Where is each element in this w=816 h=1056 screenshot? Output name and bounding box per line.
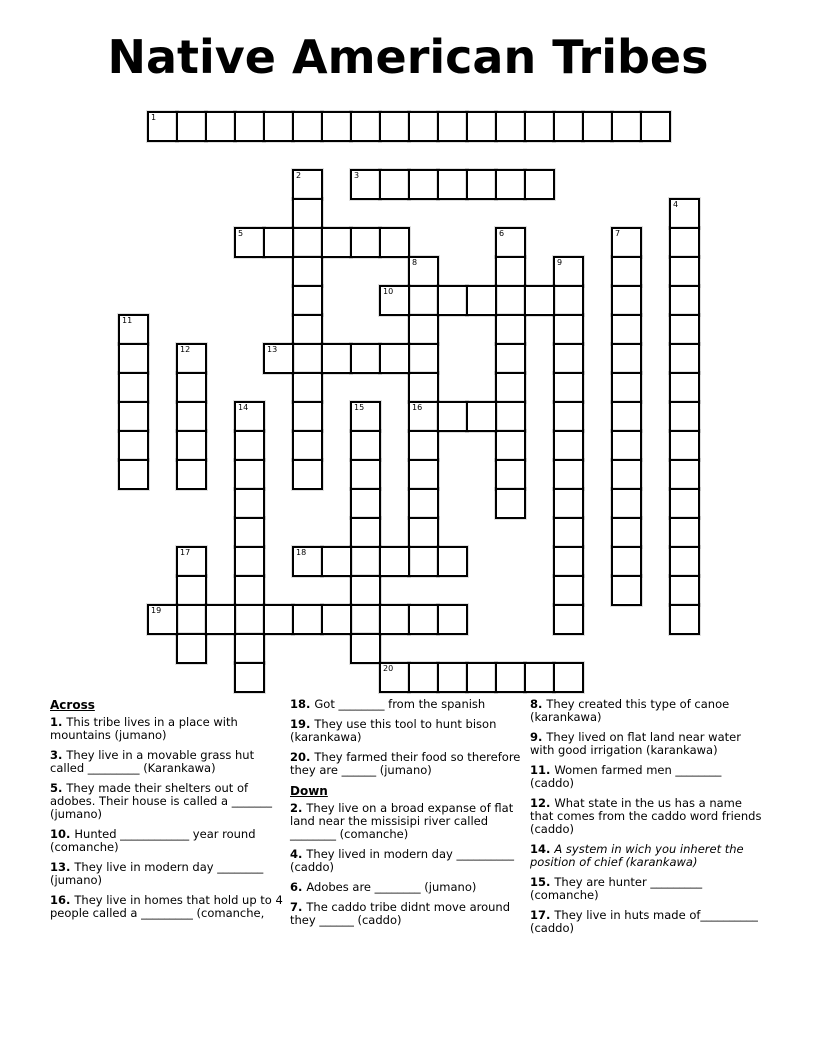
grid-cell[interactable]	[495, 401, 526, 432]
grid-cell[interactable]	[669, 546, 700, 577]
grid-cell[interactable]	[611, 256, 642, 287]
grid-cell[interactable]	[234, 488, 265, 519]
grid-cell[interactable]	[234, 401, 265, 432]
grid-cell[interactable]	[234, 459, 265, 490]
grid-cell[interactable]	[176, 111, 207, 142]
grid-cell[interactable]	[495, 256, 526, 287]
grid-cell[interactable]	[553, 459, 584, 490]
clue-number: 1.	[50, 715, 67, 729]
grid-cell[interactable]	[176, 575, 207, 606]
grid-cell[interactable]	[350, 111, 381, 142]
grid-cell[interactable]	[350, 604, 381, 635]
grid-cell[interactable]	[611, 343, 642, 374]
clue-number: 11.	[530, 763, 555, 777]
cell-number: 4	[673, 200, 679, 209]
grid-cell[interactable]	[350, 430, 381, 461]
clue-item	[290, 718, 528, 744]
grid-cell[interactable]	[611, 372, 642, 403]
grid-cell[interactable]	[118, 459, 149, 490]
clue-number: 10.	[50, 827, 75, 841]
grid-cell[interactable]	[118, 314, 149, 345]
grid-cell[interactable]	[553, 662, 584, 693]
grid-cell[interactable]	[234, 546, 265, 577]
grid-cell[interactable]	[408, 314, 439, 345]
grid-cell[interactable]	[669, 430, 700, 461]
grid-cell[interactable]	[176, 401, 207, 432]
grid-cell[interactable]	[118, 372, 149, 403]
grid-cell[interactable]	[437, 401, 468, 432]
clue-column-3	[530, 698, 768, 942]
grid-cell[interactable]	[495, 227, 526, 258]
grid-cell[interactable]	[611, 517, 642, 548]
clue-text: Got ________ from the spanish	[314, 697, 486, 711]
grid-cell[interactable]	[234, 111, 265, 142]
across-header: Across	[50, 698, 95, 712]
clue-column-1	[50, 698, 288, 927]
clue-text: They live in homes that hold up to 4 people called a _________ (comanche,	[50, 893, 283, 920]
cell-number: 11	[122, 316, 133, 325]
grid-cell[interactable]	[611, 488, 642, 519]
grid-cell[interactable]	[437, 662, 468, 693]
grid-cell[interactable]	[669, 517, 700, 548]
cell-number: 10	[383, 287, 394, 296]
grid-cell[interactable]	[379, 227, 410, 258]
grid-cell[interactable]	[379, 546, 410, 577]
grid-cell[interactable]	[437, 169, 468, 200]
grid-cell[interactable]	[118, 401, 149, 432]
grid-cell[interactable]	[379, 604, 410, 635]
clue-number: 19.	[290, 717, 315, 731]
clue-text: What state in the us has a name that comes from the caddo word friends (caddo)	[530, 796, 762, 836]
grid-cell[interactable]	[495, 285, 526, 316]
grid-cell[interactable]	[350, 633, 381, 664]
grid-cell[interactable]	[466, 111, 497, 142]
clue-text: This tribe lives in a place with mountains (jumano)	[50, 715, 238, 742]
grid-cell[interactable]	[176, 459, 207, 490]
grid-cell[interactable]	[669, 285, 700, 316]
cell-number: 6	[499, 229, 505, 238]
grid-cell[interactable]	[495, 662, 526, 693]
grid-cell[interactable]	[205, 111, 236, 142]
cell-number: 12	[180, 345, 191, 354]
clue-item	[290, 901, 528, 927]
grid-cell[interactable]	[495, 488, 526, 519]
grid-cell[interactable]	[234, 604, 265, 635]
down-header: Down	[290, 784, 328, 798]
grid-cell[interactable]	[669, 372, 700, 403]
clue-number: 7.	[290, 900, 307, 914]
grid-cell[interactable]	[147, 604, 178, 635]
clue-text: A system in wich you inheret the position of chief (karankawa)	[530, 842, 744, 869]
grid-cell[interactable]	[292, 459, 323, 490]
grid-cell[interactable]	[553, 575, 584, 606]
grid-cell[interactable]	[408, 459, 439, 490]
grid-cell[interactable]	[263, 604, 294, 635]
grid-cell[interactable]	[553, 488, 584, 519]
clue-item	[50, 749, 288, 775]
grid-cell[interactable]	[176, 633, 207, 664]
grid-cell[interactable]	[640, 111, 671, 142]
grid-cell[interactable]	[408, 343, 439, 374]
clue-text: They live in modern day ________ (jumano)	[50, 860, 264, 887]
grid-cell[interactable]	[495, 430, 526, 461]
grid-cell[interactable]	[553, 372, 584, 403]
clue-number: 16.	[50, 893, 75, 907]
cell-number: 14	[238, 403, 249, 412]
clue-item	[290, 698, 528, 711]
clue-number: 8.	[530, 697, 547, 711]
grid-cell[interactable]	[408, 517, 439, 548]
grid-cell[interactable]	[350, 575, 381, 606]
grid-cell[interactable]	[466, 169, 497, 200]
clue-number: 13.	[50, 860, 75, 874]
grid-cell[interactable]	[611, 285, 642, 316]
clue-item	[290, 848, 528, 874]
cell-number: 16	[412, 403, 423, 412]
cell-number: 7	[615, 229, 621, 238]
grid-cell[interactable]	[263, 111, 294, 142]
grid-cell[interactable]	[118, 343, 149, 374]
grid-cell[interactable]	[350, 343, 381, 374]
clue-number: 12.	[530, 796, 555, 810]
grid-cell[interactable]	[553, 343, 584, 374]
grid-cell[interactable]	[292, 546, 323, 577]
clue-item	[530, 843, 768, 869]
clue-item	[530, 764, 768, 790]
grid-cell[interactable]	[611, 111, 642, 142]
clue-item	[530, 876, 768, 902]
grid-cell[interactable]	[350, 169, 381, 200]
grid-cell[interactable]	[553, 430, 584, 461]
clue-item	[50, 782, 288, 821]
clue-text: They use this tool to hunt bison (karankawa)	[290, 717, 497, 744]
cell-number: 15	[354, 403, 365, 412]
cell-number: 8	[412, 258, 418, 267]
clue-text: Adobes are ________ (jumano)	[306, 880, 477, 894]
clue-number: 18.	[290, 697, 315, 711]
grid-cell[interactable]	[611, 430, 642, 461]
grid-cell[interactable]	[553, 314, 584, 345]
clue-item	[290, 881, 528, 894]
clue-text: Women farmed men ________ (caddo)	[530, 763, 722, 790]
grid-cell[interactable]	[553, 285, 584, 316]
grid-cell[interactable]	[669, 227, 700, 258]
grid-cell[interactable]	[553, 401, 584, 432]
clue-item	[530, 909, 768, 935]
grid-cell[interactable]	[466, 662, 497, 693]
grid-cell[interactable]	[263, 227, 294, 258]
grid-cell[interactable]	[553, 256, 584, 287]
grid-cell[interactable]	[292, 198, 323, 229]
grid-cell[interactable]	[118, 430, 149, 461]
grid-cell[interactable]	[292, 314, 323, 345]
grid-cell[interactable]	[176, 372, 207, 403]
grid-cell[interactable]	[408, 546, 439, 577]
clue-item	[290, 802, 528, 841]
grid-cell[interactable]	[553, 111, 584, 142]
grid-cell[interactable]	[321, 227, 352, 258]
clue-item	[530, 698, 768, 724]
grid-cell[interactable]	[147, 111, 178, 142]
clue-text: They are hunter _________ (comanche)	[530, 875, 703, 902]
clue-item	[50, 861, 288, 887]
grid-cell[interactable]	[321, 546, 352, 577]
grid-cell[interactable]	[350, 401, 381, 432]
grid-cell[interactable]	[292, 227, 323, 258]
grid-cell[interactable]	[553, 546, 584, 577]
grid-cell[interactable]	[234, 633, 265, 664]
clue-number: 6.	[290, 880, 307, 894]
grid-cell[interactable]	[408, 662, 439, 693]
clue-text: The caddo tribe didnt move around they ______ (caddo)	[290, 900, 511, 927]
clue-number: 15.	[530, 875, 555, 889]
grid-cell[interactable]	[669, 604, 700, 635]
grid-cell[interactable]	[292, 169, 323, 200]
clue-text: They lived on flat land near water with good irrigation (karankawa)	[530, 730, 741, 757]
clue-item	[290, 751, 528, 777]
grid-cell[interactable]	[408, 285, 439, 316]
grid-cell[interactable]	[437, 546, 468, 577]
grid-cell[interactable]	[495, 372, 526, 403]
grid-cell[interactable]	[524, 662, 555, 693]
grid-cell[interactable]	[466, 401, 497, 432]
cell-number: 19	[151, 606, 162, 615]
grid-cell[interactable]	[669, 575, 700, 606]
clue-text: They live in huts made of__________ (caddo)	[530, 908, 758, 935]
grid-cell[interactable]	[611, 227, 642, 258]
clue-number: 14.	[530, 842, 555, 856]
grid-cell[interactable]	[408, 604, 439, 635]
clue-text: Hunted ____________ year round (comanche)	[50, 827, 256, 854]
grid-cell[interactable]	[669, 401, 700, 432]
grid-cell[interactable]	[611, 459, 642, 490]
grid-cell[interactable]	[176, 343, 207, 374]
clue-number: 3.	[50, 748, 67, 762]
grid-cell[interactable]	[669, 256, 700, 287]
grid-cell[interactable]	[292, 401, 323, 432]
cell-number: 1	[151, 113, 157, 122]
clue-text: They farmed their food so therefore they are ______ (jumano)	[290, 750, 521, 777]
cell-number: 13	[267, 345, 278, 354]
grid-cell[interactable]	[669, 314, 700, 345]
grid-cell[interactable]	[234, 575, 265, 606]
grid-cell[interactable]	[176, 430, 207, 461]
grid-cell[interactable]	[669, 459, 700, 490]
grid-cell[interactable]	[669, 488, 700, 519]
clue-text: They made their shelters out of adobes. Their house is called a _______ (jumano)	[50, 781, 272, 821]
grid-cell[interactable]	[379, 662, 410, 693]
clue-item	[530, 797, 768, 836]
grid-cell[interactable]	[379, 343, 410, 374]
grid-cell[interactable]	[669, 198, 700, 229]
grid-cell[interactable]	[408, 111, 439, 142]
grid-cell[interactable]	[292, 256, 323, 287]
cell-number: 2	[296, 171, 302, 180]
grid-cell[interactable]	[234, 662, 265, 693]
grid-cell[interactable]	[408, 372, 439, 403]
grid-cell[interactable]	[582, 111, 613, 142]
grid-cell[interactable]	[205, 604, 236, 635]
clue-text: They live on a broad expanse of flat land near the missisipi river called ________ (comanche)	[290, 801, 514, 841]
grid-cell[interactable]	[321, 111, 352, 142]
grid-cell[interactable]	[292, 604, 323, 635]
grid-cell[interactable]	[408, 169, 439, 200]
grid-cell[interactable]	[176, 604, 207, 635]
grid-cell[interactable]	[437, 285, 468, 316]
cell-number: 17	[180, 548, 191, 557]
clue-number: 2.	[290, 801, 307, 815]
grid-cell[interactable]	[292, 111, 323, 142]
grid-cell[interactable]	[234, 517, 265, 548]
grid-cell[interactable]	[611, 314, 642, 345]
grid-cell[interactable]	[669, 343, 700, 374]
grid-cell[interactable]	[350, 227, 381, 258]
clue-text: They lived in modern day __________ (caddo)	[290, 847, 514, 874]
clue-item	[50, 828, 288, 854]
grid-cell[interactable]	[234, 430, 265, 461]
grid-cell[interactable]	[611, 401, 642, 432]
grid-cell[interactable]	[292, 343, 323, 374]
cell-number: 9	[557, 258, 563, 267]
clue-number: 17.	[530, 908, 555, 922]
clue-number: 9.	[530, 730, 547, 744]
grid-cell[interactable]	[234, 227, 265, 258]
grid-cell[interactable]	[495, 111, 526, 142]
grid-cell[interactable]	[611, 546, 642, 577]
clue-item	[530, 731, 768, 757]
grid-cell[interactable]	[350, 459, 381, 490]
grid-cell[interactable]	[350, 517, 381, 548]
grid-cell[interactable]	[408, 401, 439, 432]
grid-cell[interactable]	[611, 575, 642, 606]
grid-cell[interactable]	[437, 111, 468, 142]
cell-number: 18	[296, 548, 307, 557]
grid-cell[interactable]	[495, 459, 526, 490]
clue-text: They live in a movable grass hut called _________ (Karankawa)	[50, 748, 255, 775]
grid-cell[interactable]	[524, 169, 555, 200]
grid-cell[interactable]	[524, 111, 555, 142]
clue-text: They created this type of canoe (karankawa)	[530, 697, 730, 724]
grid-cell[interactable]	[495, 169, 526, 200]
cell-number: 5	[238, 229, 244, 238]
cell-number: 20	[383, 664, 394, 673]
clue-item	[50, 716, 288, 742]
grid-cell[interactable]	[495, 343, 526, 374]
grid-cell[interactable]	[524, 285, 555, 316]
clue-number: 4.	[290, 847, 307, 861]
clue-column-2	[290, 698, 528, 934]
grid-cell[interactable]	[292, 430, 323, 461]
grid-cell[interactable]	[321, 604, 352, 635]
grid-cell[interactable]	[379, 111, 410, 142]
clue-number: 20.	[290, 750, 315, 764]
clue-item	[50, 894, 288, 920]
grid-cell[interactable]	[466, 285, 497, 316]
grid-cell[interactable]	[263, 343, 294, 374]
grid-cell[interactable]	[553, 517, 584, 548]
cell-number: 3	[354, 171, 360, 180]
page-title: Native American Tribes	[107, 30, 709, 84]
clue-number: 5.	[50, 781, 67, 795]
grid-cell[interactable]	[408, 488, 439, 519]
grid-cell[interactable]	[553, 604, 584, 635]
grid-cell[interactable]	[408, 256, 439, 287]
grid-cell[interactable]	[321, 343, 352, 374]
grid-cell[interactable]	[495, 314, 526, 345]
grid-cell[interactable]	[292, 372, 323, 403]
grid-cell[interactable]	[292, 285, 323, 316]
grid-cell[interactable]	[408, 430, 439, 461]
grid-cell[interactable]	[379, 285, 410, 316]
grid-cell[interactable]	[350, 546, 381, 577]
grid-cell[interactable]	[437, 604, 468, 635]
grid-cell[interactable]	[350, 488, 381, 519]
grid-cell[interactable]	[176, 546, 207, 577]
grid-cell[interactable]	[379, 169, 410, 200]
